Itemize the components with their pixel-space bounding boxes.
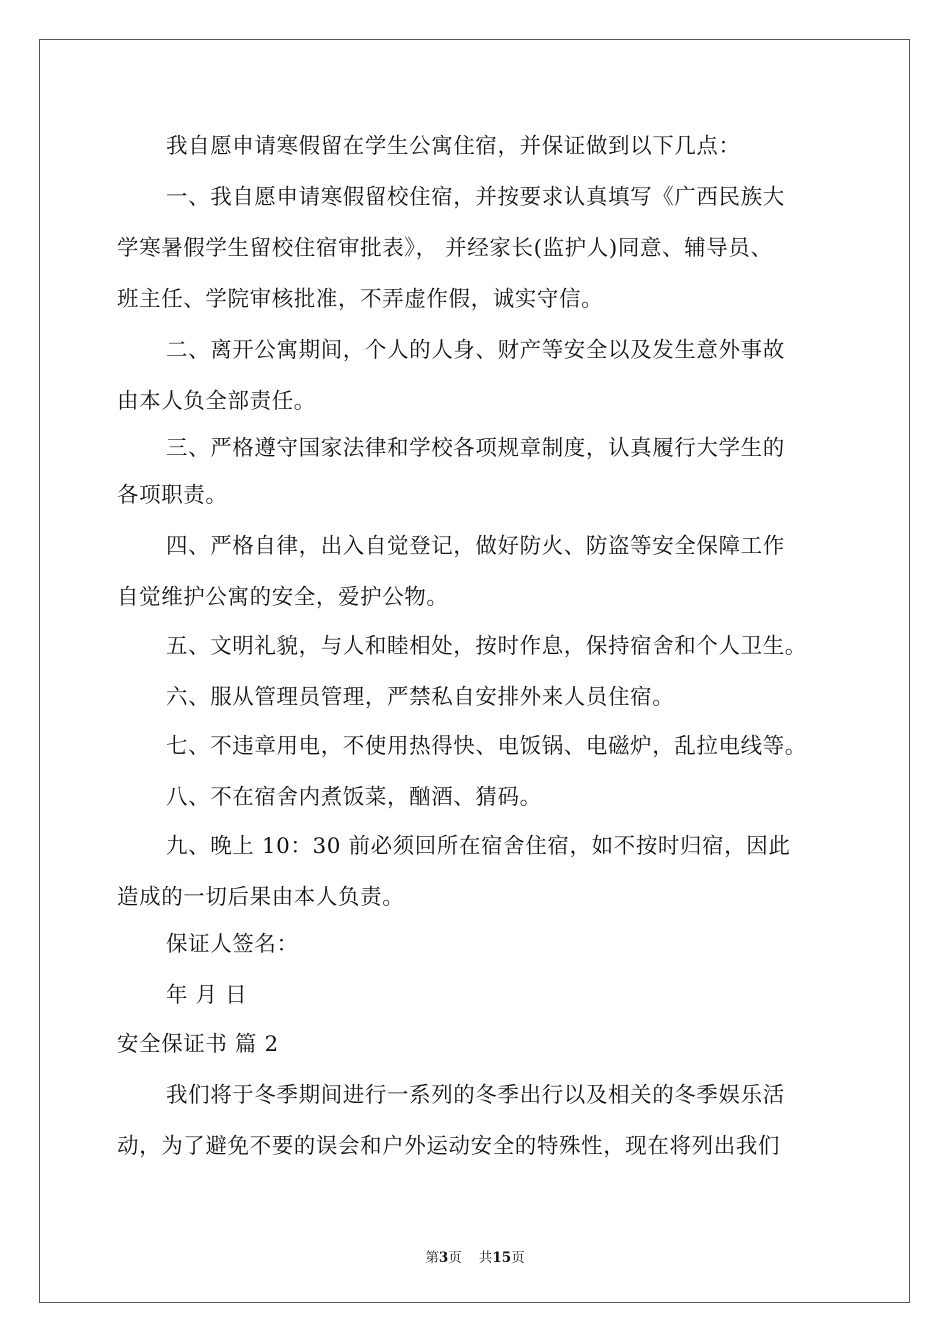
text-line: 二、离开公寓期间，个人的人身、财产等安全以及发生意外事故 <box>166 338 785 363</box>
text-line: 自觉维护公寓的安全，爱护公物。 <box>117 585 449 610</box>
total-pages: 15 <box>492 1250 512 1266</box>
text-line: 一、我自愿申请寒假留校住宿，并按要求认真填写《广西民族大 <box>166 185 785 210</box>
text-line: 班主任、学院审核批准，不弄虚作假，诚实守信。 <box>117 287 604 312</box>
page-prefix: 第 <box>425 1250 439 1266</box>
page-footer <box>0 1246 950 1266</box>
text-line: 造成的一切后果由本人负责。 <box>117 885 405 910</box>
text-line: 各项职责。 <box>117 483 228 508</box>
text-line: 学寒暑假学生留校住宿审批表》， 并经家长(监护人)同意、辅导员、 <box>117 236 773 261</box>
text-line: 由本人负全部责任。 <box>117 389 316 414</box>
text-line: 八、不在宿舍内煮饭菜，酗酒、猜码。 <box>166 785 542 810</box>
text-line: 我们将于冬季期间进行一系列的冬季出行以及相关的冬季娱乐活 <box>166 1083 785 1108</box>
date-label: 年 月 日 <box>166 983 248 1008</box>
page-border <box>39 39 910 1303</box>
text-line: 五、文明礼貌，与人和睦相处，按时作息，保持宿舍和个人卫生。 <box>166 634 807 659</box>
text-line: 四、严格自律，出入自觉登记，做好防火、防盗等安全保障工作 <box>166 534 785 559</box>
text-line: 我自愿申请寒假留在学生公寓住宿，并保证做到以下几点： <box>166 134 741 159</box>
text-line: 六、服从管理员管理，严禁私自安排外来人员住宿。 <box>166 685 675 710</box>
page-suffix: 页 <box>448 1250 462 1266</box>
text-line: 动，为了避免不要的误会和户外运动安全的特殊性，现在将列出我们 <box>117 1134 781 1159</box>
total-prefix: 共 <box>478 1250 493 1266</box>
text-line: 九、晚上 10：30 前必须回所在宿舍住宿，如不按时归宿，因此 <box>166 834 791 859</box>
signature-label: 保证人签名： <box>166 932 299 957</box>
page-number: 3 <box>438 1250 449 1266</box>
total-suffix: 页 <box>511 1250 525 1266</box>
section-heading: 安全保证书 篇 2 <box>117 1032 279 1057</box>
text-line: 三、严格遵守国家法律和学校各项规章制度，认真履行大学生的 <box>166 436 785 461</box>
text-line: 七、不违章用电，不使用热得快、电饭锅、电磁炉，乱拉电线等。 <box>166 734 807 759</box>
